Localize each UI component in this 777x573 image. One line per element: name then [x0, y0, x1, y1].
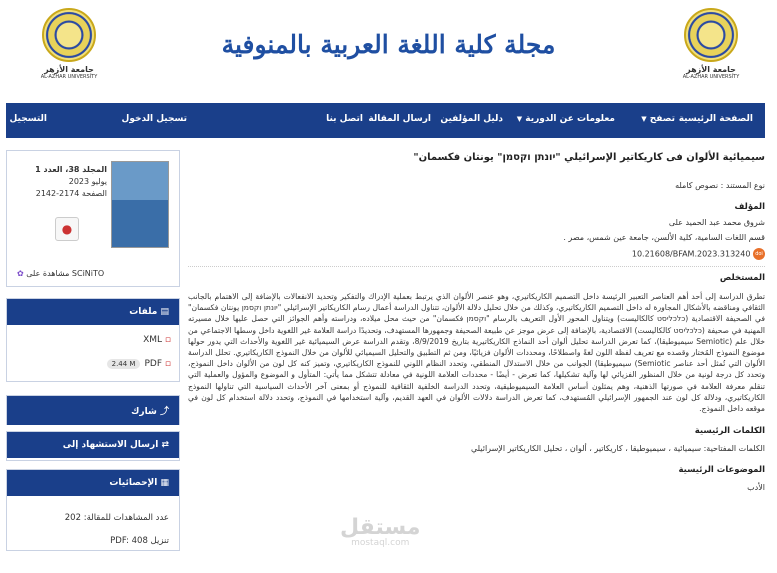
share-heading-label: شارك	[131, 407, 157, 417]
doi-icon: doi	[753, 248, 765, 260]
xml-file-icon: ▫	[164, 335, 171, 345]
nav-submit[interactable]: ارسال المقالة	[368, 114, 431, 124]
stats-heading	[7, 470, 179, 496]
stats-card	[6, 469, 180, 551]
al-azhar-emblem-icon	[42, 8, 96, 62]
nav-journal-info[interactable]	[517, 114, 615, 124]
xml-download[interactable]	[7, 335, 179, 345]
topic-item[interactable]: الأدب	[747, 483, 765, 493]
crossmark-icon[interactable]: ●	[55, 217, 79, 241]
issue-date: يوليو 2023	[68, 177, 107, 186]
mostaql-watermark	[340, 515, 420, 548]
cite-card[interactable]	[6, 431, 180, 461]
chevron-down-icon: ▼	[516, 115, 523, 123]
main-nav	[6, 103, 765, 138]
keywords-list[interactable]: الكلمات المفتاحية: سيميائية ، سيميوطيقا ، كاريكاتير ، ألوان ، تحليل الكاريكاتير الإسرائيلي	[470, 444, 765, 454]
keywords-heading: الكلمات الرئيسية	[694, 426, 765, 437]
logo-caption: جامعة الأزهر	[686, 65, 736, 74]
abstract-text: تطرق الدراسة إلى أحد أهم العناصر التعبير الرئيسة داخل التصميم الكاريكاتيري، وهو عنصر الألوان الذي يرتبط بعملية الإدراك والتفكير وتحديد الانفعالات بالإضافة إلى الاهتمام بالجانب الثقافي ومناقضه بالأشكال المجاورة له داخل التصميم الكاريكاتيري، وكذلك من خلال تحليل دلالة الألوان، تتناول الدراسة أعمال رسام الكاريكاتير الإسرائيلي "יונתן וקסמן يونتان فكسمان" في الصحيفة الاقتصادية (כלכליסט كالكاليست) ويتناول المحور الأول التعريف بالرسام "וקסמן فكسمان" من حيث محل ميلاده، ودراسته وأهم الجوائز التي حصل عليها خلال مسيرته المهنية في صحيفة (כלכליסט كالكاليست) الاقتصادية، بالإضافة إلى عرض موجز عن طبيعة الصحيفة وجمهورها المستهدف، وتحديدًا دراسة العلامة غير اللغوية داخل وسطها الاجتماعي من خلال علم (Semiotic سيميوطيقا)، كما تعرض الدراسة تحليل ألوان أحد النماذج الكاريكاتيرية بتاريخ 8/9/2019، وتقدم الدراسة عرض السيميائية غير اللغوية والأحداث التي يدور حولها موضوع النموذج المُختار وقصده مع تعريف لفظة اللون لغةً واصطلاحًا، ومحددات الألوان فزيائيًا، ومن ثم التطبيق والتحليل السيميائي للألوان من خلال النموذج الكاريكاتيري. تحلل الدراسة الألوان التي تُمثل أحد عناصر Semiotic) سيميوطيقا) الجوانب من خلال الاستدلال المنطقي، وتحدد النظام اللوني للنموذج الكاريكاتيري، وتميز كنه كل لون من الألوان داخل النموذج، وتحدد كل درجة لونية من خلال المنظور الفزيائي لها وآلية تشكيلها، كما تعرض - أيضًا - محددات العلامة اللونية في معادلة تتشكل مما يأتي: المتأول و الموضوع والمؤول والعملية التي تنقلم معرفة العلامة في صورتها الذهنية، وهم يمثلون أساس العلامة السيميوطيقية، وتحدد الدراسة الخلفية الثقافية للنموذج أو بمعنى آخر الأحداث السياسية التي تناولها النموذج الكاريكاتيري، ودلالة كل لون عند الجمهور الإسرائيلي المُستهدف، كما تعرض الدراسة دلالات الألوان في العهد القديم، وآلية استخدامها في النموذج، وتحدد دلالة استخدام كل لون في موقعه داخل النموذج.	[188, 292, 765, 414]
watermark-main: مستقل	[340, 515, 421, 540]
pdf-label: PDF	[144, 359, 163, 369]
doi-value: 10.21608/BFAM.2023.313240	[631, 249, 751, 259]
al-azhar-logo-left[interactable]	[38, 8, 100, 80]
files-card	[6, 298, 180, 382]
nav-register[interactable]: التسجيل	[9, 114, 47, 124]
author-affiliation: قسم اللغات السامية، كلية الألسن، جامعة عين شمس، مصر .	[563, 233, 765, 242]
nav-browse-label: تصفح	[649, 114, 675, 124]
nav-author-guide[interactable]: دليل المؤلفين	[440, 114, 503, 124]
pdf-download[interactable]	[7, 359, 179, 369]
stats-heading-label: الإحصائيات	[109, 478, 158, 488]
document-type: نوع المستند : نصوص كامله	[675, 181, 765, 190]
nav-login[interactable]: تسجيل الدخول	[121, 114, 187, 124]
cite-heading-label: ارسال الاستشهاد إلى	[62, 440, 159, 450]
cite-heading	[7, 432, 179, 458]
issue-pages: الصفحة 2174-2142	[35, 189, 107, 198]
pdf-file-icon: ▫	[164, 359, 171, 369]
nav-browse[interactable]	[641, 114, 675, 124]
article-main	[188, 150, 765, 492]
send-citation-icon: ⇄	[161, 440, 169, 450]
watermark-sub: mostaql.com	[351, 538, 410, 548]
files-heading-label: ملفات	[129, 307, 158, 317]
issue-card	[6, 150, 180, 287]
issue-cover-image[interactable]	[111, 161, 169, 248]
files-heading	[7, 299, 179, 325]
logo-caption-en: AL-AZHAR UNIVERSITY	[40, 74, 98, 80]
chevron-down-icon: ▼	[641, 115, 647, 123]
abstract-heading: المستخلص	[719, 273, 765, 283]
nav-contact[interactable]: اتصل بنا	[326, 114, 363, 124]
divider	[188, 266, 765, 267]
stats-chart-icon: ▦	[160, 478, 169, 488]
xml-label: XML	[143, 335, 163, 345]
topics-heading: الموضوعات الرئيسية	[678, 465, 765, 476]
logo-caption-en: AL-AZHAR UNIVERSITY	[682, 74, 740, 80]
journal-title: مجلة كلية اللغة العربية بالمنوفية	[221, 30, 556, 59]
author-name[interactable]: شروق محمد عبد الحميد على	[668, 218, 765, 227]
files-icon: ▤	[160, 307, 169, 317]
nav-home[interactable]: الصفحة الرئيسية	[678, 114, 753, 124]
share-card[interactable]	[6, 395, 180, 425]
article-title: سيميائية الألوان فى كاريكاتير الإسرائيلي "יונתן וקסמן" يونتان فكسمان"	[413, 152, 765, 163]
nav-journal-info-label: معلومات عن الدورية	[525, 114, 615, 124]
issue-volume[interactable]: المجلد 38، العدد 1	[35, 165, 107, 174]
logo-caption: جامعة الأزهر	[44, 65, 94, 74]
share-heading	[7, 396, 179, 425]
scinito-icon: ✿	[17, 269, 24, 278]
scinito-label: مشاهدة على SCiNiTO	[26, 269, 105, 278]
author-heading: المؤلف	[734, 202, 765, 212]
downloads-count: تنزيل PDF: 408	[110, 536, 169, 546]
pdf-size-badge: 2.44 M	[107, 359, 141, 369]
views-count: عدد المشاهدات للمقالة: 202	[64, 513, 169, 523]
share-icon: ⤴	[159, 407, 169, 417]
site-header	[0, 0, 777, 100]
doi-link[interactable]	[188, 248, 765, 260]
scinito-link[interactable]	[17, 269, 104, 278]
